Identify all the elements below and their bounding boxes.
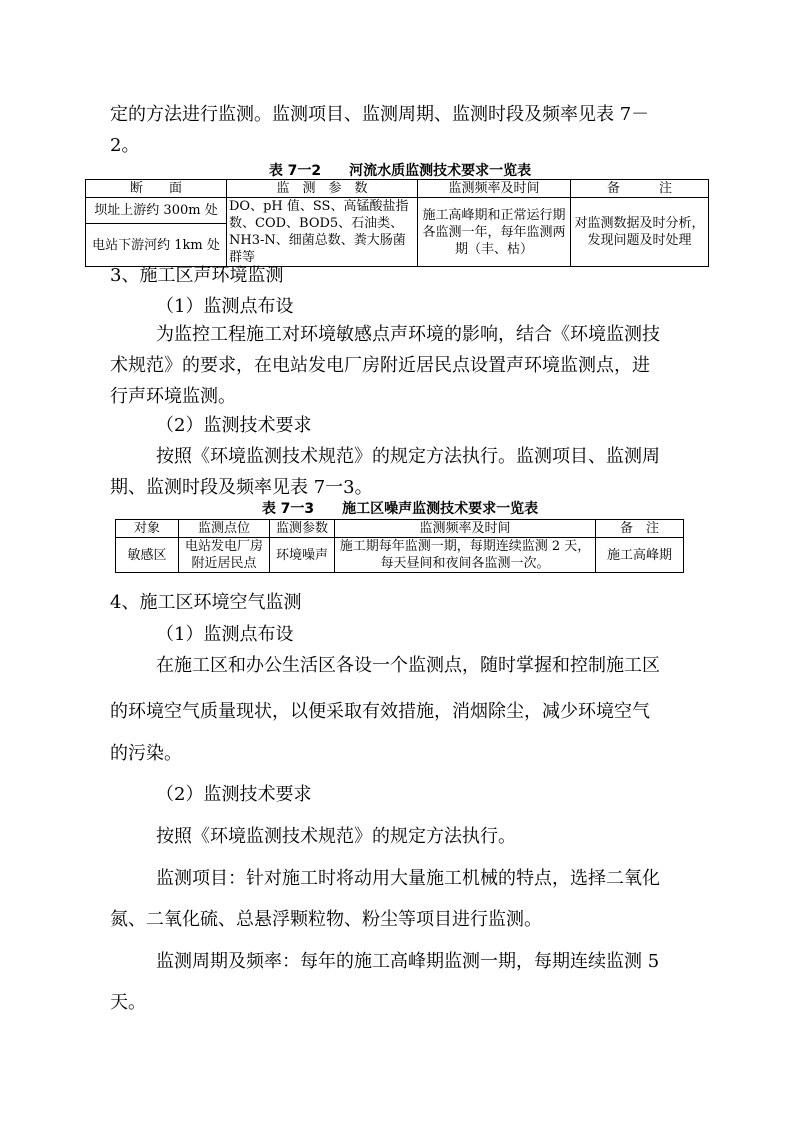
table-header-row	[86, 180, 709, 198]
para-line: 2。	[110, 135, 140, 156]
table-7-3	[115, 519, 684, 573]
section-heading: 4、施工区环境空气监测	[110, 592, 302, 613]
freq-cell: 施工高峰期和正常运行期各监测一年，每年监测两期（丰、枯）	[418, 198, 571, 267]
table-7-3-caption: 表 7一3 施工区噪声监测技术要求一览表	[261, 501, 539, 517]
section-cell: 电站下游河约 1km 处	[86, 224, 227, 267]
params-cell: DO、pH 值、SS、高锰酸盐指数、COD、BOD5、石油类、NH3-N、细菌总数、粪大肠菌群等	[227, 198, 418, 267]
section-cell: 坝址上游约 300m 处	[86, 198, 227, 224]
para-line: 的污染。	[110, 743, 182, 764]
table-cell: 施工期每年监测一期，每期连续监测 2 天，每天昼间和夜间各监测一次。	[335, 538, 596, 573]
para-line: 天。	[110, 992, 146, 1013]
para-line: 按照《环境监测技术规范》的规定方法执行。监测项目、监测周	[156, 446, 660, 467]
table-header-row	[116, 520, 684, 538]
para-line: 氮、二氧化硫、总悬浮颗粒物、粉尘等项目进行监测。	[110, 909, 542, 930]
table-header: 对象	[116, 520, 179, 538]
note-cell: 对监测数据及时分析，发现问题及时处理	[571, 198, 709, 267]
table-header: 监测频率及时间	[335, 520, 596, 538]
para-line: 定的方法进行监测。监测项目、监测周期、监测时段及频率见表 7－	[110, 104, 650, 125]
para-line: 监测周期及频率：每年的施工高峰期监测一期，每期连续监测 5	[156, 951, 660, 972]
para-line: 在施工区和办公生活区各设一个监测点，随时掌握和控制施工区	[156, 655, 660, 676]
table-header: 断 面	[86, 180, 227, 198]
table-cell: 施工高峰期	[596, 538, 684, 573]
table-header: 备 注	[571, 180, 709, 198]
subsection-heading: （2）监测技术要求	[156, 784, 312, 805]
para-line: 为监控工程施工对环境敏感点声环境的影响，结合《环境监测技	[156, 324, 660, 345]
table-header: 监测点位	[179, 520, 270, 538]
para-line: 监测项目：针对施工时将动用大量施工机械的特点，选择二氧化	[156, 868, 660, 889]
para-line: 术规范》的要求，在电站发电厂房附近居民点设置声环境监测点，进	[110, 355, 650, 376]
table-7-2	[85, 179, 709, 267]
subsection-heading: （1）监测点布设	[156, 296, 294, 317]
table-header: 监测参数	[270, 520, 335, 538]
table-header: 监 测 参 数	[227, 180, 418, 198]
table-cell: 环境噪声	[270, 538, 335, 573]
para-line: 按照《环境监测技术规范》的规定方法执行。	[156, 826, 516, 847]
subsection-heading: （2）监测技术要求	[156, 415, 312, 436]
table-row	[116, 538, 684, 573]
subsection-heading: （1）监测点布设	[156, 624, 294, 645]
para-line: 期、监测时段及频率见表 7一3。	[110, 477, 373, 498]
table-row	[86, 198, 709, 224]
table-header: 监测频率及时间	[418, 180, 571, 198]
para-line: 行声环境监测。	[110, 386, 236, 407]
para-line: 的环境空气质量现状，以便采取有效措施，消烟除尘，减少环境空气	[110, 701, 650, 722]
table-cell: 敏感区	[116, 538, 179, 573]
table-cell: 电站发电厂房附近居民点	[179, 538, 270, 573]
table-header: 备 注	[596, 520, 684, 538]
table-7-2-caption: 表 7一2 河流水质监测技术要求一览表	[268, 163, 532, 179]
section-heading: 3、施工区声环境监测	[110, 265, 284, 286]
